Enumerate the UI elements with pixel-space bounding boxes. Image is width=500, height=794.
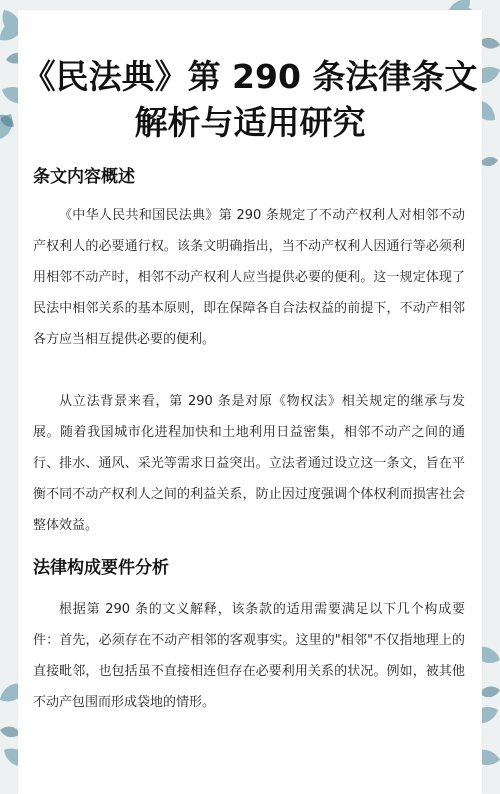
paragraph-overview-1: 《中华人民共和国民法典》第 290 条规定了不动产权利人对相邻不动产权利人的必要通行权。该条文明确指出，当不动产权利人因通行等必须利用相邻不动产时，相邻不动产权利人应当提供必要的便利。这一规定体现了民法中相邻关系的基本原则，即在保障各自合法权益的前提下，不动产相邻各方应当相互提供必要的便利。 [33,208,465,347]
document-page [18,10,482,794]
paragraph-overview-2: 从立法背景来看，第 290 条是对原《物权法》相关规定的继承与发展。随着我国城市化进程加快和土地利用日益密集，相邻不动产之间的通行、排水、通风、采光等需求日益突出。立法者通过设立这一条文，旨在平衡不同不动产权利人之间的利益关系，防止因过度强调个体权利而损害社会整体效益。 [33,394,465,533]
section-heading-elements: 法律构成要件分析 [33,558,169,578]
document-title: 《民法典》第 290 条法律条文解析与适用研究 [22,57,478,142]
section-heading-overview: 条文内容概述 [33,167,135,187]
paragraph-elements-1: 根据第 290 条的文义解释，该条款的适用需要满足以下几个构成要件：首先，必须存在不动产相邻的客观事实。这里的"相邻"不仅指地理上的直接毗邻，也包括虽不直接相连但存在必要利用关系的状况。例如，被其他不动产包围而形成袋地的情形。 [33,602,465,710]
